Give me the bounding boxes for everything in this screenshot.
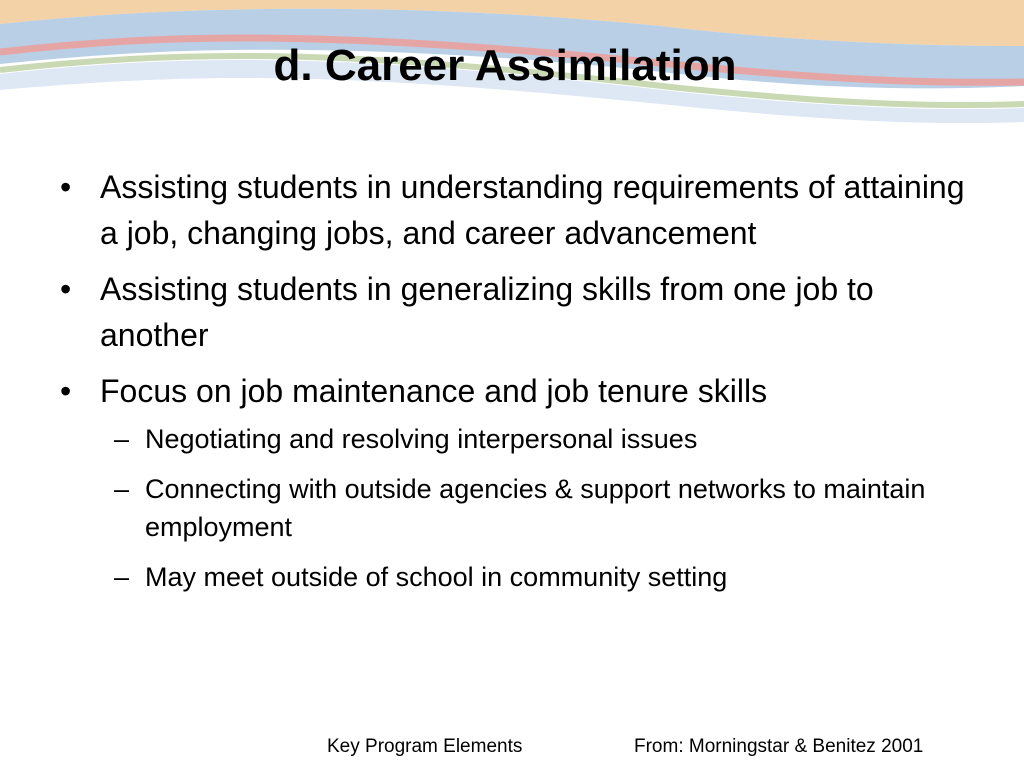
bullet-text: Assisting students in understanding requirements of attaining a job, changing jobs, and career advancement [100,169,965,251]
sub-bullet-text: Connecting with outside agencies & support networks to maintain employment [145,474,926,542]
slide-title: d. Career Assimilation [273,41,737,90]
bullet-text: Assisting students in generalizing skills from one job to another [100,271,874,353]
bullet-item [0,266,980,358]
sub-bullet-text: May meet outside of school in community setting [145,562,728,592]
slide-footer [0,733,1024,763]
bullet-text: Focus on job maintenance and job tenure skills [100,373,768,409]
bullet-marker: • [60,169,72,205]
sub-bullet-marker: – [114,562,130,592]
sub-bullet-item [0,558,975,596]
bullet-item [0,368,980,414]
sub-bullet-item [0,420,975,458]
sub-bullet-marker: – [114,474,130,504]
bullet-marker: • [60,271,72,307]
footer-citation: From: Morningstar & Benitez 2001 [634,736,924,757]
bullet-list [0,164,1024,608]
sub-bullet-marker: – [114,424,130,454]
sub-bullet-text: Negotiating and resolving interpersonal issues [145,424,698,454]
footer-section-label: Key Program Elements [327,736,523,757]
sub-bullet-item [0,470,975,546]
bullet-item [0,164,980,256]
bullet-marker: • [60,373,72,409]
